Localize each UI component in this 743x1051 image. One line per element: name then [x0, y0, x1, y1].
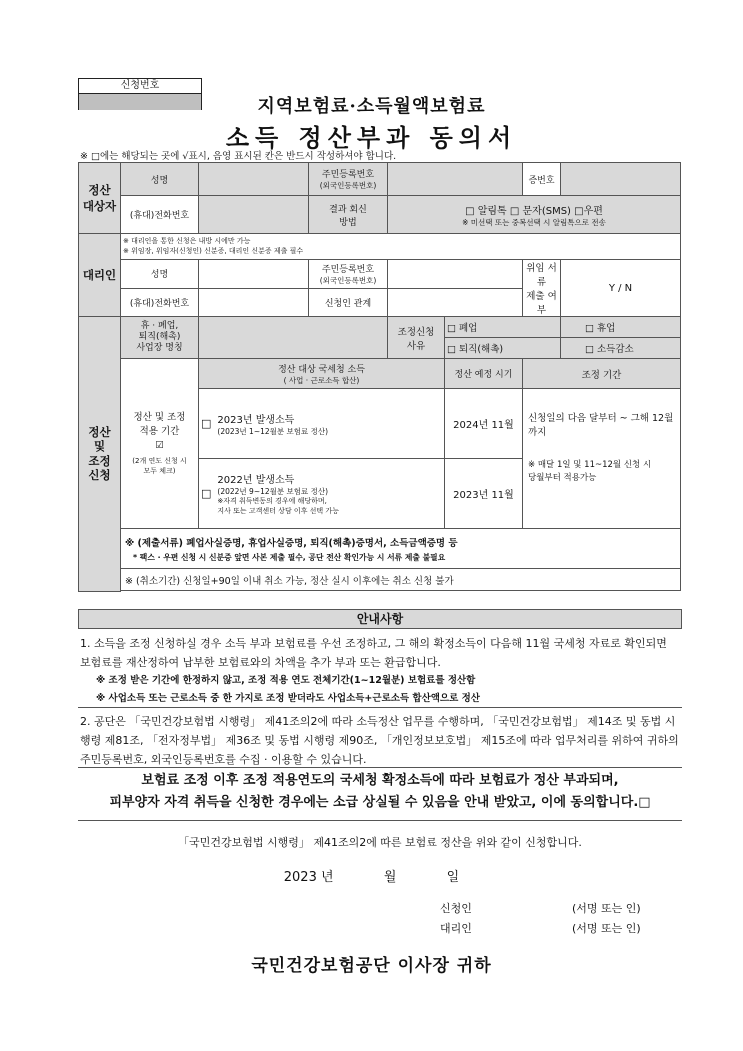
col-income-header: 정산 대상 국세청 소득 ( 사업 · 근로소득 합산) [199, 359, 445, 389]
income-2023-period: 신청일의 다음 달부터 ~ 그해 12월까지 [523, 389, 681, 459]
divider [78, 707, 682, 708]
applicant-sign-field[interactable]: (서명 또는 인) [572, 902, 641, 915]
guide-item-2: 2. 공단은 「국민건강보험법 시행령」 제41조의2에 따라 소득정산 업무를 수행하며, 「국민건강보험법」 제14조 및 동법 시행령 제81조, 「전자정부법」 제36조 및 동법 시행령 제90조, 「개인정보보호법」 제15조에 따라 업무처리를 위하여 귀하의 주민등록번호, 외국인등록번호를 수집 · 이용할 수 있습니다. [80, 715, 679, 766]
reason-option-retirement[interactable]: □ 퇴직(해촉) [445, 338, 561, 359]
date-year: 2023 년 [283, 870, 334, 885]
guide-item-1-note-1: ※ 조정 받은 기간에 한정하지 않고, 조정 적용 연도 전체기간(1~12월분) 보험료를 정산함 [96, 675, 476, 686]
guide-item-1-note-2: ※ 사업소득 또는 근로소득 중 한 가지로 조정 받더라도 사업소득+근로소득 합산액으로 정산 [96, 693, 480, 704]
date-line [0, 866, 743, 885]
cancel-period-note: ※ (취소기간) 신청일+90일 이내 취소 가능, 정산 실시 이후에는 취소 신청 불가 [121, 569, 681, 591]
income-row-2023[interactable]: □ 2023년 발생소득 (2023년 1~12월분 보험료 정산) [199, 389, 445, 459]
income-2022-time: 2023년 11월 [445, 459, 523, 529]
income-row-2022[interactable]: □ 2022년 발생소득 (2022년 9~12월분 보험료 정산) ※자격 취득변동의 경우에 해당하며, 지사 또는 고객센터 상담 이후 선택 가능 [199, 459, 445, 529]
income-2023-checkbox[interactable]: □ [201, 417, 212, 430]
delegation-doc-label: 위임 서류 제출 여부 [523, 260, 561, 317]
delegation-doc-yn[interactable]: Y / N [561, 260, 681, 317]
result-method-options[interactable]: □ 알림톡 □ 문자(SMS) □우편 ※ 미선택 또는 중복선택 시 알림톡으로 전송 [388, 196, 681, 234]
guide-item-1: 1. 소득을 조정 신청하실 경우 소득 부과 보험료를 우선 조정하고, 그 해의 확정소득이 다음해 11월 국세청 자료로 확인되면 보험료를 재산정하여 납부한 보험료와의 차액을 추가 부과 또는 환급합니다. [80, 637, 667, 669]
subject-cert-no-label: 증번호 [523, 163, 561, 196]
form-title-line2: 소득 정산부과 동의서 [225, 123, 518, 152]
period-footnote: ※ 매달 1일 및 11~12월 신청 시 당월부터 적용가능 [523, 459, 681, 529]
workplace-field[interactable] [199, 317, 388, 359]
agent-resident-no-field[interactable] [388, 260, 523, 289]
agent-notes: ※ 대리인을 통한 신청은 내방 시에만 가능 ※ 위임장, 위임자(신청인) 신분증, 대리인 신분증 제출 필수 [121, 234, 681, 260]
agent-resident-no-label: 주민등록번호 (외국인등록번호) [309, 260, 388, 289]
divider [78, 820, 682, 821]
instruction-note: ※ □에는 해당되는 곳에 √표시, 음영 표시된 칸은 반드시 작성하셔야 합니다. [80, 151, 397, 162]
col-time-header: 정산 예정 시기 [445, 359, 523, 389]
required-docs-note: ※ (제출서류) 폐업사실증명, 휴업사실증명, 퇴직(해촉)증명서, 소득금액증명 등 * 팩스 · 우편 신청 시 신분증 앞면 사본 제출 필수, 공단 전산 확인가능 시 서류 제출 불필요 [121, 529, 681, 569]
agent-section-header: 대리인 [79, 234, 121, 317]
agent-name-field[interactable] [199, 260, 309, 289]
agent-sign-field[interactable]: (서명 또는 인) [572, 922, 641, 935]
agent-sign-label: 대리인 [440, 922, 472, 935]
agent-phone-label: (휴대)전화번호 [121, 288, 199, 317]
income-2022-checkbox[interactable]: □ [201, 487, 212, 500]
period-label: 정산 및 조정 적용 기간 ☑ (2개 연도 신청 시 모두 체크) [121, 359, 199, 529]
subject-phone-field[interactable] [199, 196, 309, 234]
adjust-section-header: 정산 및 조정 신청 [79, 317, 121, 592]
consent-statement[interactable]: 보험료 조정 이후 조정 적용연도의 국세청 확정소득에 따라 보험료가 정산 부과되며, 피부양자 자격 취득을 신청한 경우에는 소급 상실될 수 있음을 안내 받았고, 이에 동의합니다.□ [109, 773, 651, 810]
recipient: 국민건강보험공단 이사장 귀하 [251, 956, 492, 976]
subject-resident-no-field[interactable] [388, 163, 523, 196]
date-day: 일 [446, 870, 460, 885]
subject-cert-no-field[interactable] [561, 163, 681, 196]
subject-name-field[interactable] [199, 163, 309, 196]
application-statement: 「국민건강보험법 시행령」 제41조의2에 따른 보험료 정산을 위와 같이 신청합니다. [178, 836, 582, 849]
agent-name-label: 성명 [121, 260, 199, 289]
subject-section-header: 정산 대상자 [79, 163, 121, 234]
agent-relation-field[interactable] [388, 288, 523, 317]
subject-phone-label: (휴대)전화번호 [121, 196, 199, 234]
agent-phone-field[interactable] [199, 288, 309, 317]
divider [78, 767, 682, 768]
reason-option-income-decrease[interactable]: □ 소득감소 [561, 338, 681, 359]
subject-resident-no-label: 주민등록번호 (외국인등록번호) [309, 163, 388, 196]
reason-option-closure[interactable]: □ 폐업 [445, 317, 561, 338]
date-month: 월 [383, 870, 397, 885]
income-2023-time: 2024년 11월 [445, 389, 523, 459]
application-form-table [78, 162, 681, 592]
agent-relation-label: 신청인 관계 [309, 288, 388, 317]
col-period-header: 조정 기간 [523, 359, 681, 389]
form-title-line1: 지역보험료·소득월액보험료 [257, 96, 486, 117]
subject-name-label: 성명 [121, 163, 199, 196]
workplace-label: 휴 · 폐업, 퇴직(해촉) 사업장 명칭 [121, 317, 199, 359]
applicant-label: 신청인 [440, 902, 472, 915]
reason-label: 조정신청 사유 [388, 317, 445, 359]
result-method-label: 결과 회신 방법 [309, 196, 388, 234]
guide-header: 안내사항 [78, 609, 682, 629]
reason-option-suspension[interactable]: □ 휴업 [561, 317, 681, 338]
guide-items [80, 634, 680, 708]
receipt-number-label: 신청번호 [79, 79, 201, 94]
